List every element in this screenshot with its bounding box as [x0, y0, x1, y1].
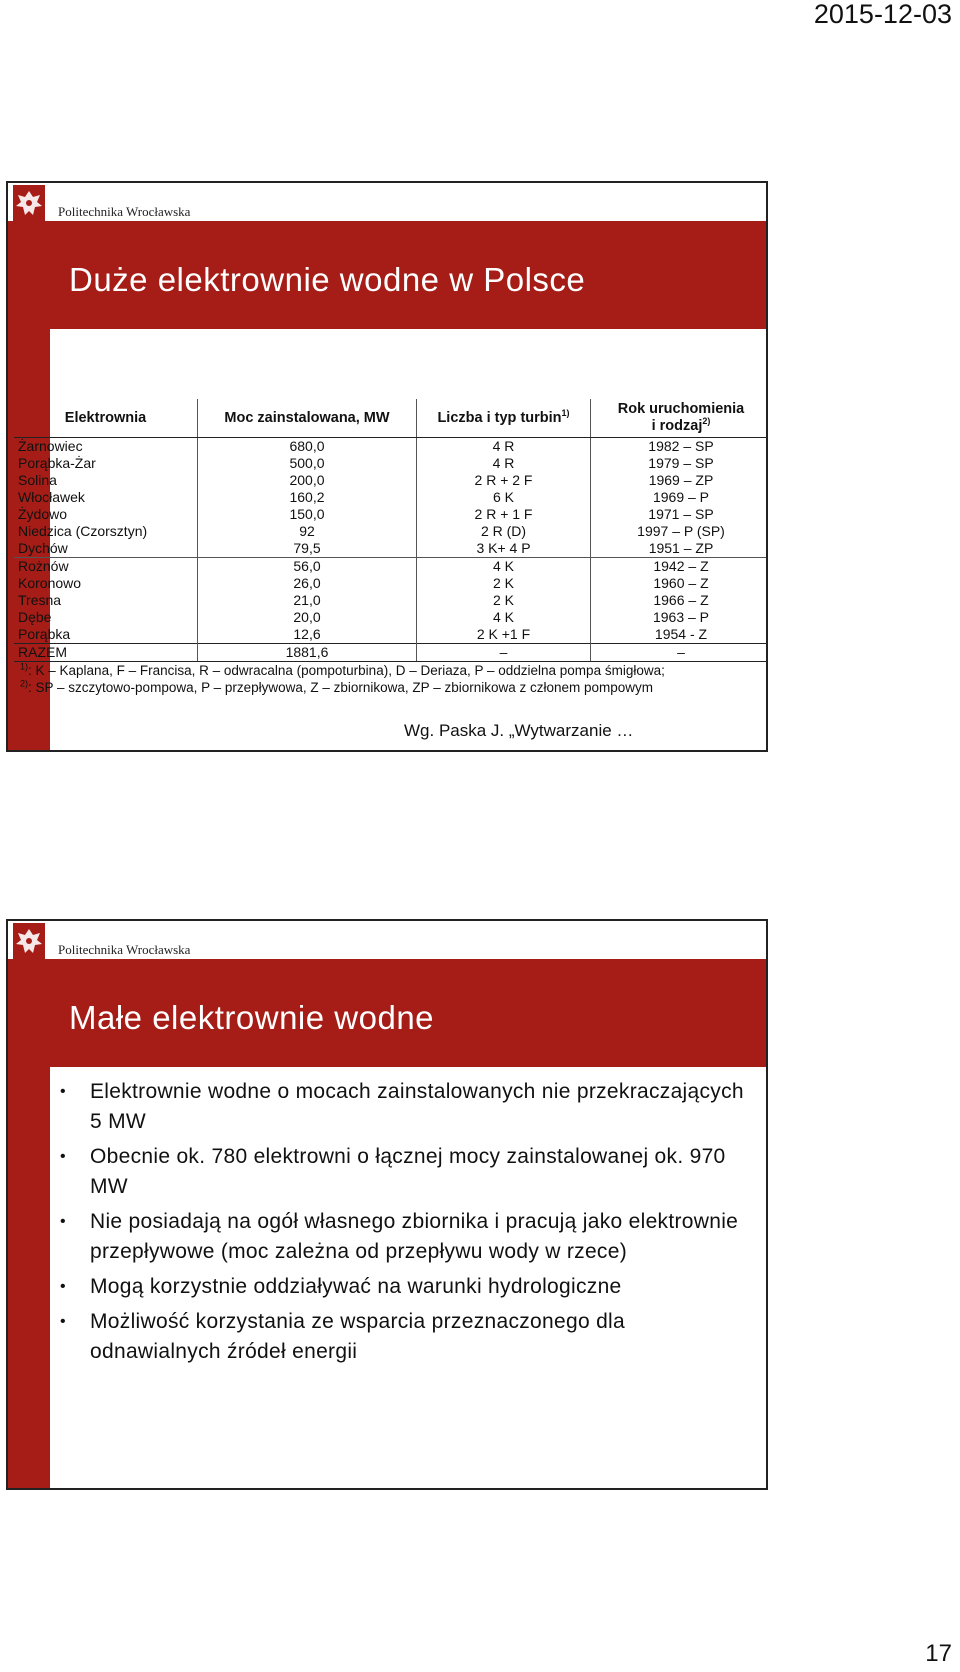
header-power: Moc zainstalowana, MW — [198, 399, 417, 438]
table-row — [14, 523, 768, 540]
table-cell: 1969 – ZP — [648, 472, 714, 488]
table-cell: Dychów — [14, 540, 198, 558]
university-eagle-logo-icon — [13, 185, 45, 221]
header-turbines: Liczba i typ turbin$^{1)}$ — [417, 399, 591, 438]
table-cell: 150,0 — [198, 506, 417, 523]
table-cell: Tresna — [14, 592, 198, 609]
table-cell: RAZEM — [14, 644, 198, 662]
page-number: 17 — [925, 1640, 952, 1667]
table-cell: 6 K — [417, 489, 591, 506]
table-total-row — [14, 644, 768, 662]
university-name: Politechnika Wrocławska — [58, 942, 191, 957]
table-row — [14, 626, 768, 644]
logo-row — [8, 921, 766, 959]
table-cell: 1881,6 — [198, 644, 417, 662]
table-cell: 1969 – P — [652, 489, 710, 505]
table-cell: Żydowo — [14, 506, 198, 523]
table-cell: 680,0 — [198, 438, 417, 456]
university-name: Politechnika Wrocławska — [58, 204, 191, 219]
table-cell: Żarnowiec — [14, 438, 198, 456]
logo-row — [8, 183, 766, 221]
table-cell: 92 — [198, 523, 417, 540]
table-cell: 1954 - Z — [654, 626, 708, 642]
slide-large-hydro — [6, 181, 768, 752]
bullet-item: • Możliwość korzystania ze wsparcia przeznaczonego dla odnawialnych źródeł energii — [60, 1307, 750, 1367]
table-row — [14, 438, 768, 456]
table-cell: 1951 – ZP — [648, 540, 714, 556]
table-cell: 2 R + 1 F — [417, 506, 591, 523]
title-bar — [50, 221, 766, 329]
table-row — [14, 575, 768, 592]
table-cell: 4 R — [417, 455, 591, 472]
table-cell: 1982 – SP — [648, 438, 714, 454]
table-cell: 1971 – SP — [648, 506, 714, 522]
table-cell: Włocławek — [14, 489, 198, 506]
table-cell: 500,0 — [198, 455, 417, 472]
footnote-2: $^{2)}$: SP – szczytowo-pompowa, P – przepływowa, Z – zbiornikowa, ZP – zbiornikowa z członem pompowym — [20, 678, 654, 695]
table-header-row — [14, 399, 768, 438]
table-cell: Porąbka — [14, 626, 198, 644]
bullet-item: • Mogą korzystnie oddziaływać na warunki hydrologiczne — [60, 1272, 750, 1302]
table-cell: Solina — [14, 472, 198, 489]
title-bar — [50, 959, 766, 1067]
table-cell: Koronowo — [14, 575, 198, 592]
table-cell: 2 K — [417, 592, 591, 609]
table-row — [14, 609, 768, 626]
table-cell: 2 K +1 F — [417, 626, 591, 644]
table-cell: 3 K+ 4 P — [417, 540, 591, 558]
table-cell: 2 K — [417, 575, 591, 592]
table-cell: – — [591, 644, 769, 662]
table-cell: Porąbka-Żar — [14, 455, 198, 472]
table-row — [14, 592, 768, 609]
table-cell: 56,0 — [198, 558, 417, 576]
hydro-plants-table — [14, 399, 768, 662]
table-row — [14, 455, 768, 472]
table-cell: 1966 – Z — [653, 592, 709, 608]
table-cell: 2 R + 2 F — [417, 472, 591, 489]
table-cell: Niedzica (Czorsztyn) — [14, 523, 198, 540]
slide-title: Małe elektrownie wodne — [69, 999, 435, 1036]
bullet-item: • Obecnie ok. 780 elektrowni o łącznej mocy zainstalowanej ok. 970 MW — [60, 1142, 750, 1202]
table-body — [14, 438, 768, 662]
table-cell: 1997 – P (SP) — [637, 523, 725, 539]
bullet-item: • Elektrownie wodne o mocach zainstalowanych nie przekraczających 5 MW — [60, 1077, 750, 1137]
university-eagle-logo-icon — [13, 923, 45, 959]
source-citation: Wg. Paska J. „Wytwarzanie … — [404, 721, 634, 740]
table-cell: 4 K — [417, 609, 591, 626]
table-cell: 200,0 — [198, 472, 417, 489]
table-cell: 4 K — [417, 558, 591, 576]
slide-small-hydro — [6, 919, 768, 1490]
left-accent-bar — [8, 959, 50, 1490]
table-cell: Dębe — [14, 609, 198, 626]
table-cell: 1979 – SP — [648, 455, 714, 471]
header-plant: Elektrownia — [14, 399, 198, 438]
table-cell: 4 R — [417, 438, 591, 456]
table-row — [14, 472, 768, 489]
table-cell: – — [417, 644, 591, 662]
header-year: Rok uruchomienia i rodzaj$^{2)}$ — [591, 399, 769, 438]
table-footnotes — [14, 662, 768, 696]
footnote-1: $^{1)}$: K – Kaplana, F – Francisa, R – odwracalna (pompoturbina), D – Deriaza, P – oddzielna pompa śmigłowa; — [20, 661, 665, 678]
table-row — [14, 558, 768, 576]
slide-title: Duże elektrownie wodne w Polsce — [69, 261, 586, 298]
table-cell: 79,5 — [198, 540, 417, 558]
table-cell: 1942 – Z — [591, 558, 769, 576]
table-cell: 21,0 — [198, 592, 417, 609]
table-cell: Rożnów — [14, 558, 198, 576]
table-cell: 12,6 — [198, 626, 417, 644]
table-cell: 20,0 — [198, 609, 417, 626]
page-date: 2015-12-03 — [813, 0, 952, 29]
table-row — [14, 489, 768, 506]
table-row — [14, 540, 768, 558]
table-cell: 26,0 — [198, 575, 417, 592]
table-cell: 1963 – P — [652, 609, 710, 625]
table-cell: 160,2 — [198, 489, 417, 506]
hydro-plants-table-wrap — [14, 399, 768, 696]
bullet-item: • Nie posiadają na ogół własnego zbiornika i pracują jako elektrownie przepływowe (moc zależna od przepływu wody w rzece) — [60, 1207, 750, 1267]
bullet-list — [60, 1077, 750, 1372]
table-row — [14, 506, 768, 523]
table-cell: 1960 – Z — [653, 575, 709, 591]
table-cell: 2 R (D) — [417, 523, 591, 540]
